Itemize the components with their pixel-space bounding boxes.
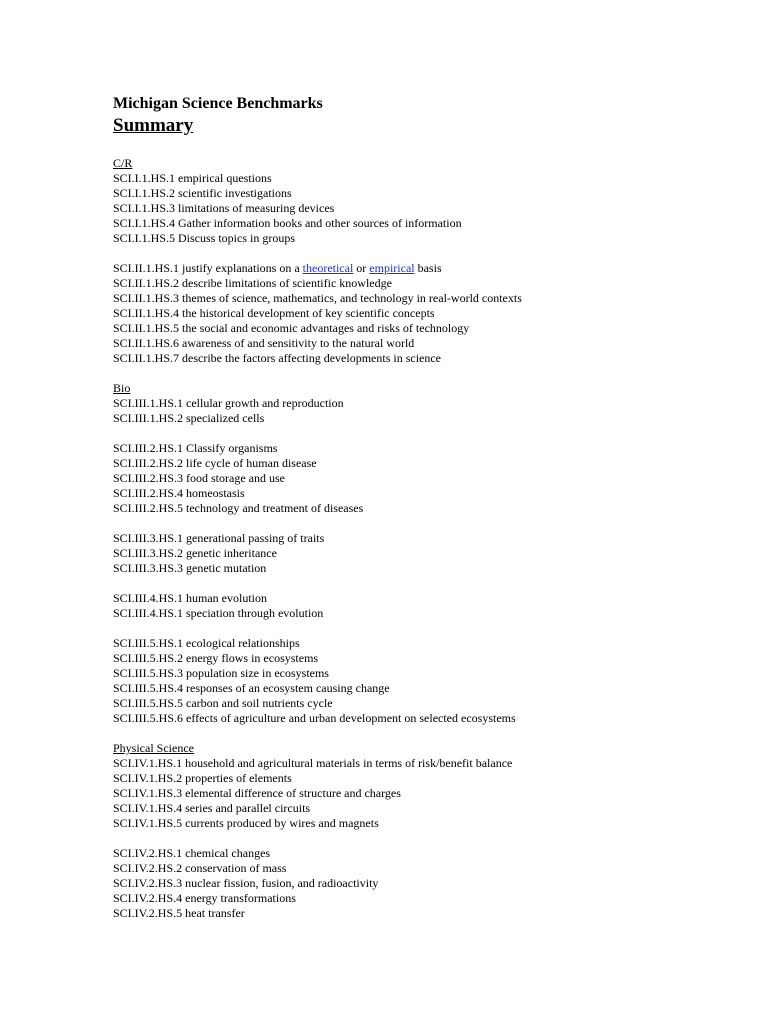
benchmark-line: SCI.IV.1.HS.3 elemental difference of structure and charges	[113, 786, 401, 800]
benchmark-line: SCI.III.5.HS.1 ecological relationships	[113, 636, 300, 650]
link-theoretical[interactable]: theoretical	[302, 261, 354, 275]
benchmark-line: SCI.III.1.HS.1 cellular growth and reproduction	[113, 396, 344, 410]
benchmark-line: SCI.II.1.HS.6 awareness of and sensitivity to the natural world	[113, 336, 415, 350]
benchmark-line: SCI.II.1.HS.3 themes of science, mathematics, and technology in real-world contexts	[113, 291, 522, 305]
section-heading: Bio	[113, 381, 131, 395]
benchmark-line: SCI.III.1.HS.2 specialized cells	[113, 411, 265, 425]
benchmark-line: SCI.II.1.HS.2 describe limitations of scientific knowledge	[113, 276, 392, 290]
section-spacer	[113, 726, 733, 741]
benchmark-line: SCI.III.4.HS.1 speciation through evolution	[113, 606, 324, 620]
benchmark-line: SCI.II.1.HS.4 the historical development of key scientific concepts	[113, 306, 435, 320]
benchmark-line: SCI.IV.1.HS.2 properties of elements	[113, 771, 292, 785]
benchmark-line: SCI.I.1.HS.5 Discuss topics in groups	[113, 231, 296, 245]
benchmark-line: SCI.I.1.HS.4 Gather information books and other sources of information	[113, 216, 462, 230]
benchmark-line: SCI.III.5.HS.6 effects of agriculture and urban development on selected ecosystems	[113, 711, 516, 725]
benchmark-line: SCI.IV.1.HS.4 series and parallel circuits	[113, 801, 311, 815]
section-heading: Physical Science	[113, 741, 194, 755]
benchmark-sections	[113, 156, 733, 921]
group-spacer	[113, 831, 733, 846]
benchmark-line: SCI.I.1.HS.3 limitations of measuring devices	[113, 201, 335, 215]
benchmark-line: SCI.III.5.HS.4 responses of an ecosystem causing change	[113, 681, 390, 695]
benchmark-line: SCI.IV.1.HS.1 household and agricultural materials in terms of risk/benefit balance	[113, 756, 513, 770]
benchmark-line: SCI.III.2.HS.2 life cycle of human disease	[113, 456, 317, 470]
link-empirical[interactable]: empirical	[369, 261, 415, 275]
benchmark-line: SCI.III.3.HS.1 generational passing of traits	[113, 531, 325, 545]
benchmark-line: SCI.III.4.HS.1 human evolution	[113, 591, 267, 605]
benchmark-line: SCI.IV.1.HS.5 currents produced by wires and magnets	[113, 816, 379, 830]
benchmark-line: SCI.IV.2.HS.5 heat transfer	[113, 906, 245, 920]
benchmark-line: SCI.III.3.HS.3 genetic mutation	[113, 561, 267, 575]
group-spacer	[113, 246, 733, 261]
benchmark-line: SCI.II.1.HS.7 describe the factors affecting developments in science	[113, 351, 442, 365]
benchmark-line: SCI.IV.2.HS.3 nuclear fission, fusion, and radioactivity	[113, 876, 379, 890]
group-spacer	[113, 426, 733, 441]
benchmark-line: SCI.I.1.HS.2 scientific investigations	[113, 186, 292, 200]
section-spacer	[113, 366, 733, 381]
document-title: Michigan Science Benchmarks	[113, 95, 323, 112]
group-spacer	[113, 516, 733, 531]
benchmark-line: SCI.IV.2.HS.4 energy transformations	[113, 891, 296, 905]
benchmark-line: SCI.III.3.HS.2 genetic inheritance	[113, 546, 277, 560]
benchmark-line: SCI.III.5.HS.3 population size in ecosystems	[113, 666, 329, 680]
benchmark-line: SCI.III.5.HS.5 carbon and soil nutrients cycle	[113, 696, 333, 710]
benchmark-line: SCI.III.2.HS.5 technology and treatment of diseases	[113, 501, 364, 515]
benchmark-line: SCI.III.2.HS.4 homeostasis	[113, 486, 245, 500]
document-subtitle: Summary	[113, 115, 194, 136]
benchmark-line: SCI.IV.2.HS.1 chemical changes	[113, 846, 271, 860]
document-content	[113, 94, 733, 921]
section-heading: C/R	[113, 156, 133, 170]
group-spacer	[113, 576, 733, 591]
benchmark-line: SCI.IV.2.HS.2 conservation of mass	[113, 861, 287, 875]
benchmark-line: SCI.III.2.HS.1 Classify organisms	[113, 441, 278, 455]
benchmark-line: SCI.III.2.HS.3 food storage and use	[113, 471, 285, 485]
group-spacer	[113, 621, 733, 636]
benchmark-line: SCI.I.1.HS.1 empirical questions	[113, 171, 272, 185]
benchmark-line: SCI.II.1.HS.5 the social and economic advantages and risks of technology	[113, 321, 470, 335]
benchmark-line: SCI.III.5.HS.2 energy flows in ecosystems	[113, 651, 319, 665]
benchmark-line: SCI.II.1.HS.1 justify explanations on a theoretical or empirical basis	[113, 261, 442, 275]
